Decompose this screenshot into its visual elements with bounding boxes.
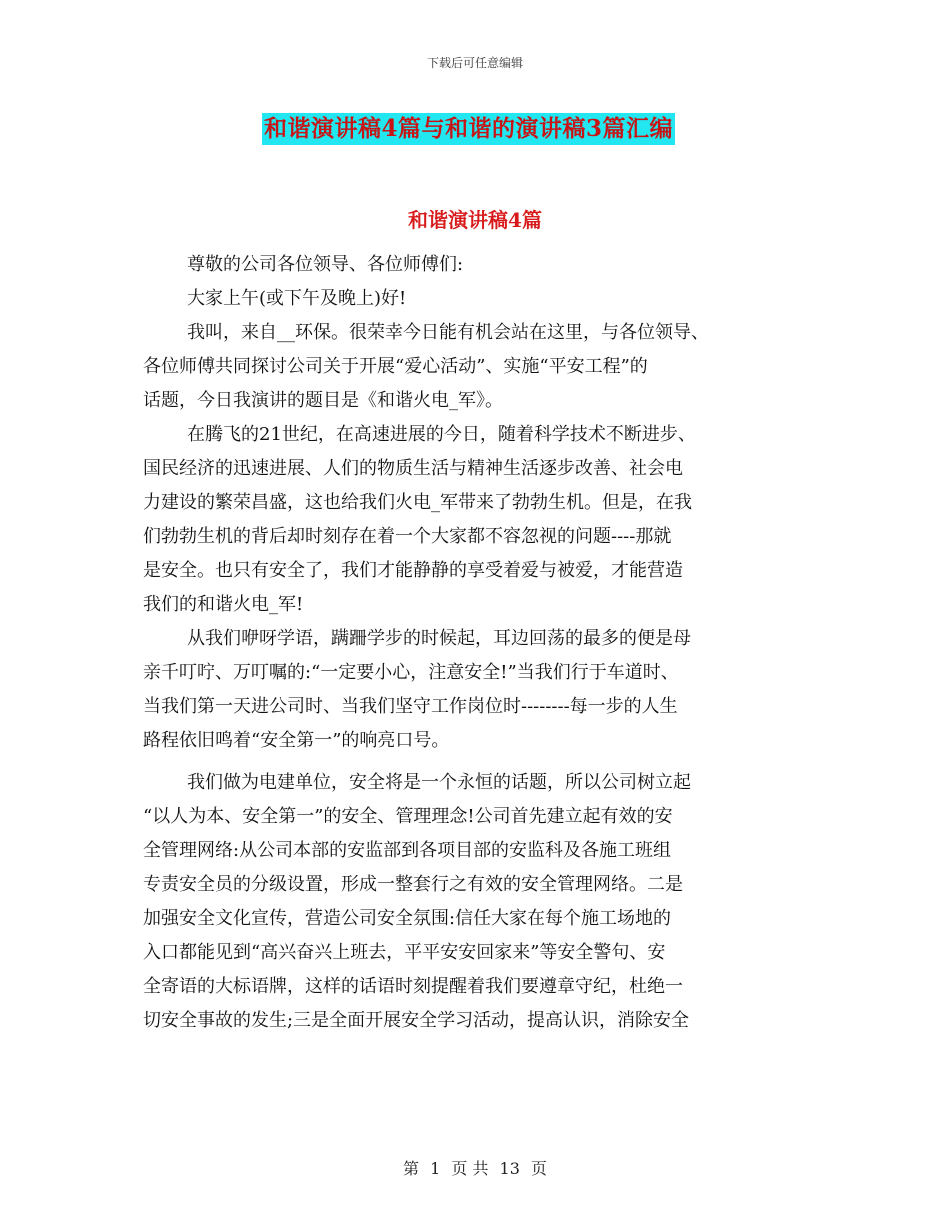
paragraph-gap (143, 758, 815, 766)
current-page-number: 1 (430, 1159, 441, 1178)
total-page-count: 13 (499, 1159, 520, 1178)
paragraph-line: 加强安全文化宣传，营造公司安全氛围:信任大家在每个施工场地的 (143, 908, 672, 929)
paragraph-line: 路程依旧鸣着“安全第一”的响亮口号。 (143, 730, 450, 751)
paragraph-line: 亲千叮咛、万叮嘱的:“一定要小心，注意安全!”当我们行于车道时、 (143, 662, 679, 683)
paragraph-line: 是安全。也只有安全了，我们才能静静的享受着爱与被爱，才能营造 (143, 560, 683, 581)
paragraph-line: 国民经济的迅速进展、人们的物质生活与精神生活逐步改善、社会电 (143, 458, 683, 479)
document-body (143, 248, 815, 1038)
paragraph-line: 全寄语的大标语牌，这样的话语时刻提醒着我们要遵章守纪，杜绝一 (143, 976, 683, 997)
paragraph-line: 我叫，来自__环保。很荣幸今日能有机会站在这里，与各位领导、 (187, 322, 709, 343)
paragraph-line: 力建设的繁荣昌盛，这也给我们火电_军带来了勃勃生机。但是，在我 (143, 492, 692, 513)
paragraph-line: 专责安全员的分级设置，形成一整套行之有效的安全管理网络。二是 (143, 874, 683, 895)
footer-suffix: 页 (531, 1159, 548, 1178)
paragraph (143, 316, 815, 418)
paragraph-line: 们勃勃生机的背后却时刻存在着一个大家都不容忽视的问题----那就 (143, 526, 672, 547)
paragraph-line: 切安全事故的发生;三是全面开展安全学习活动，提高认识，消除安全 (143, 1010, 690, 1031)
paragraph (143, 766, 815, 1038)
paragraph-line: 我们的和谐火电_军! (143, 594, 304, 615)
paragraph-line: 从我们咿呀学语，蹒跚学步的时候起，耳边回荡的最多的便是母 (187, 628, 691, 649)
document-title: 和谐演讲稿4篇与和谐的演讲稿3篇汇编 (262, 113, 675, 145)
paragraph (143, 248, 815, 282)
paragraph (143, 282, 815, 316)
header-note: 下载后可任意编辑 (426, 56, 523, 70)
paragraph-line: 在腾飞的21世纪，在高速进展的今日，随着科学技术不断进步、 (187, 424, 696, 445)
page-footer (0, 1156, 950, 1179)
section-title: 和谐演讲稿4篇 (408, 208, 542, 232)
paragraph (143, 622, 815, 758)
footer-prefix: 第 (402, 1159, 419, 1178)
paragraph-line: 我们做为电建单位，安全将是一个永恒的话题，所以公司树立起 (187, 772, 691, 793)
paragraph-line: 尊敬的公司各位领导、各位师傅们: (187, 254, 464, 275)
paragraph-line: 当我们第一天进公司时、当我们坚守工作岗位时--------每一步的人生 (143, 696, 678, 717)
footer-middle: 页 共 (451, 1159, 489, 1178)
paragraph-line: 各位师傅共同探讨公司关于开展“爱心活动”、实施“平安工程”的 (143, 356, 648, 377)
paragraph-line: “以人为本、安全第一”的安全、管理理念!公司首先建立起有效的安 (143, 806, 673, 827)
paragraph (143, 418, 815, 622)
paragraph-line: 话题，今日我演讲的题目是《和谐火电_军》。 (143, 390, 503, 411)
paragraph-line: 入口都能见到“高兴奋兴上班去，平平安安回家来”等安全警句、安 (143, 942, 666, 963)
paragraph-line: 大家上午(或下午及晚上)好! (187, 288, 407, 309)
paragraph-line: 全管理网络:从公司本部的安监部到各项目部的安监科及各施工班组 (143, 840, 672, 861)
